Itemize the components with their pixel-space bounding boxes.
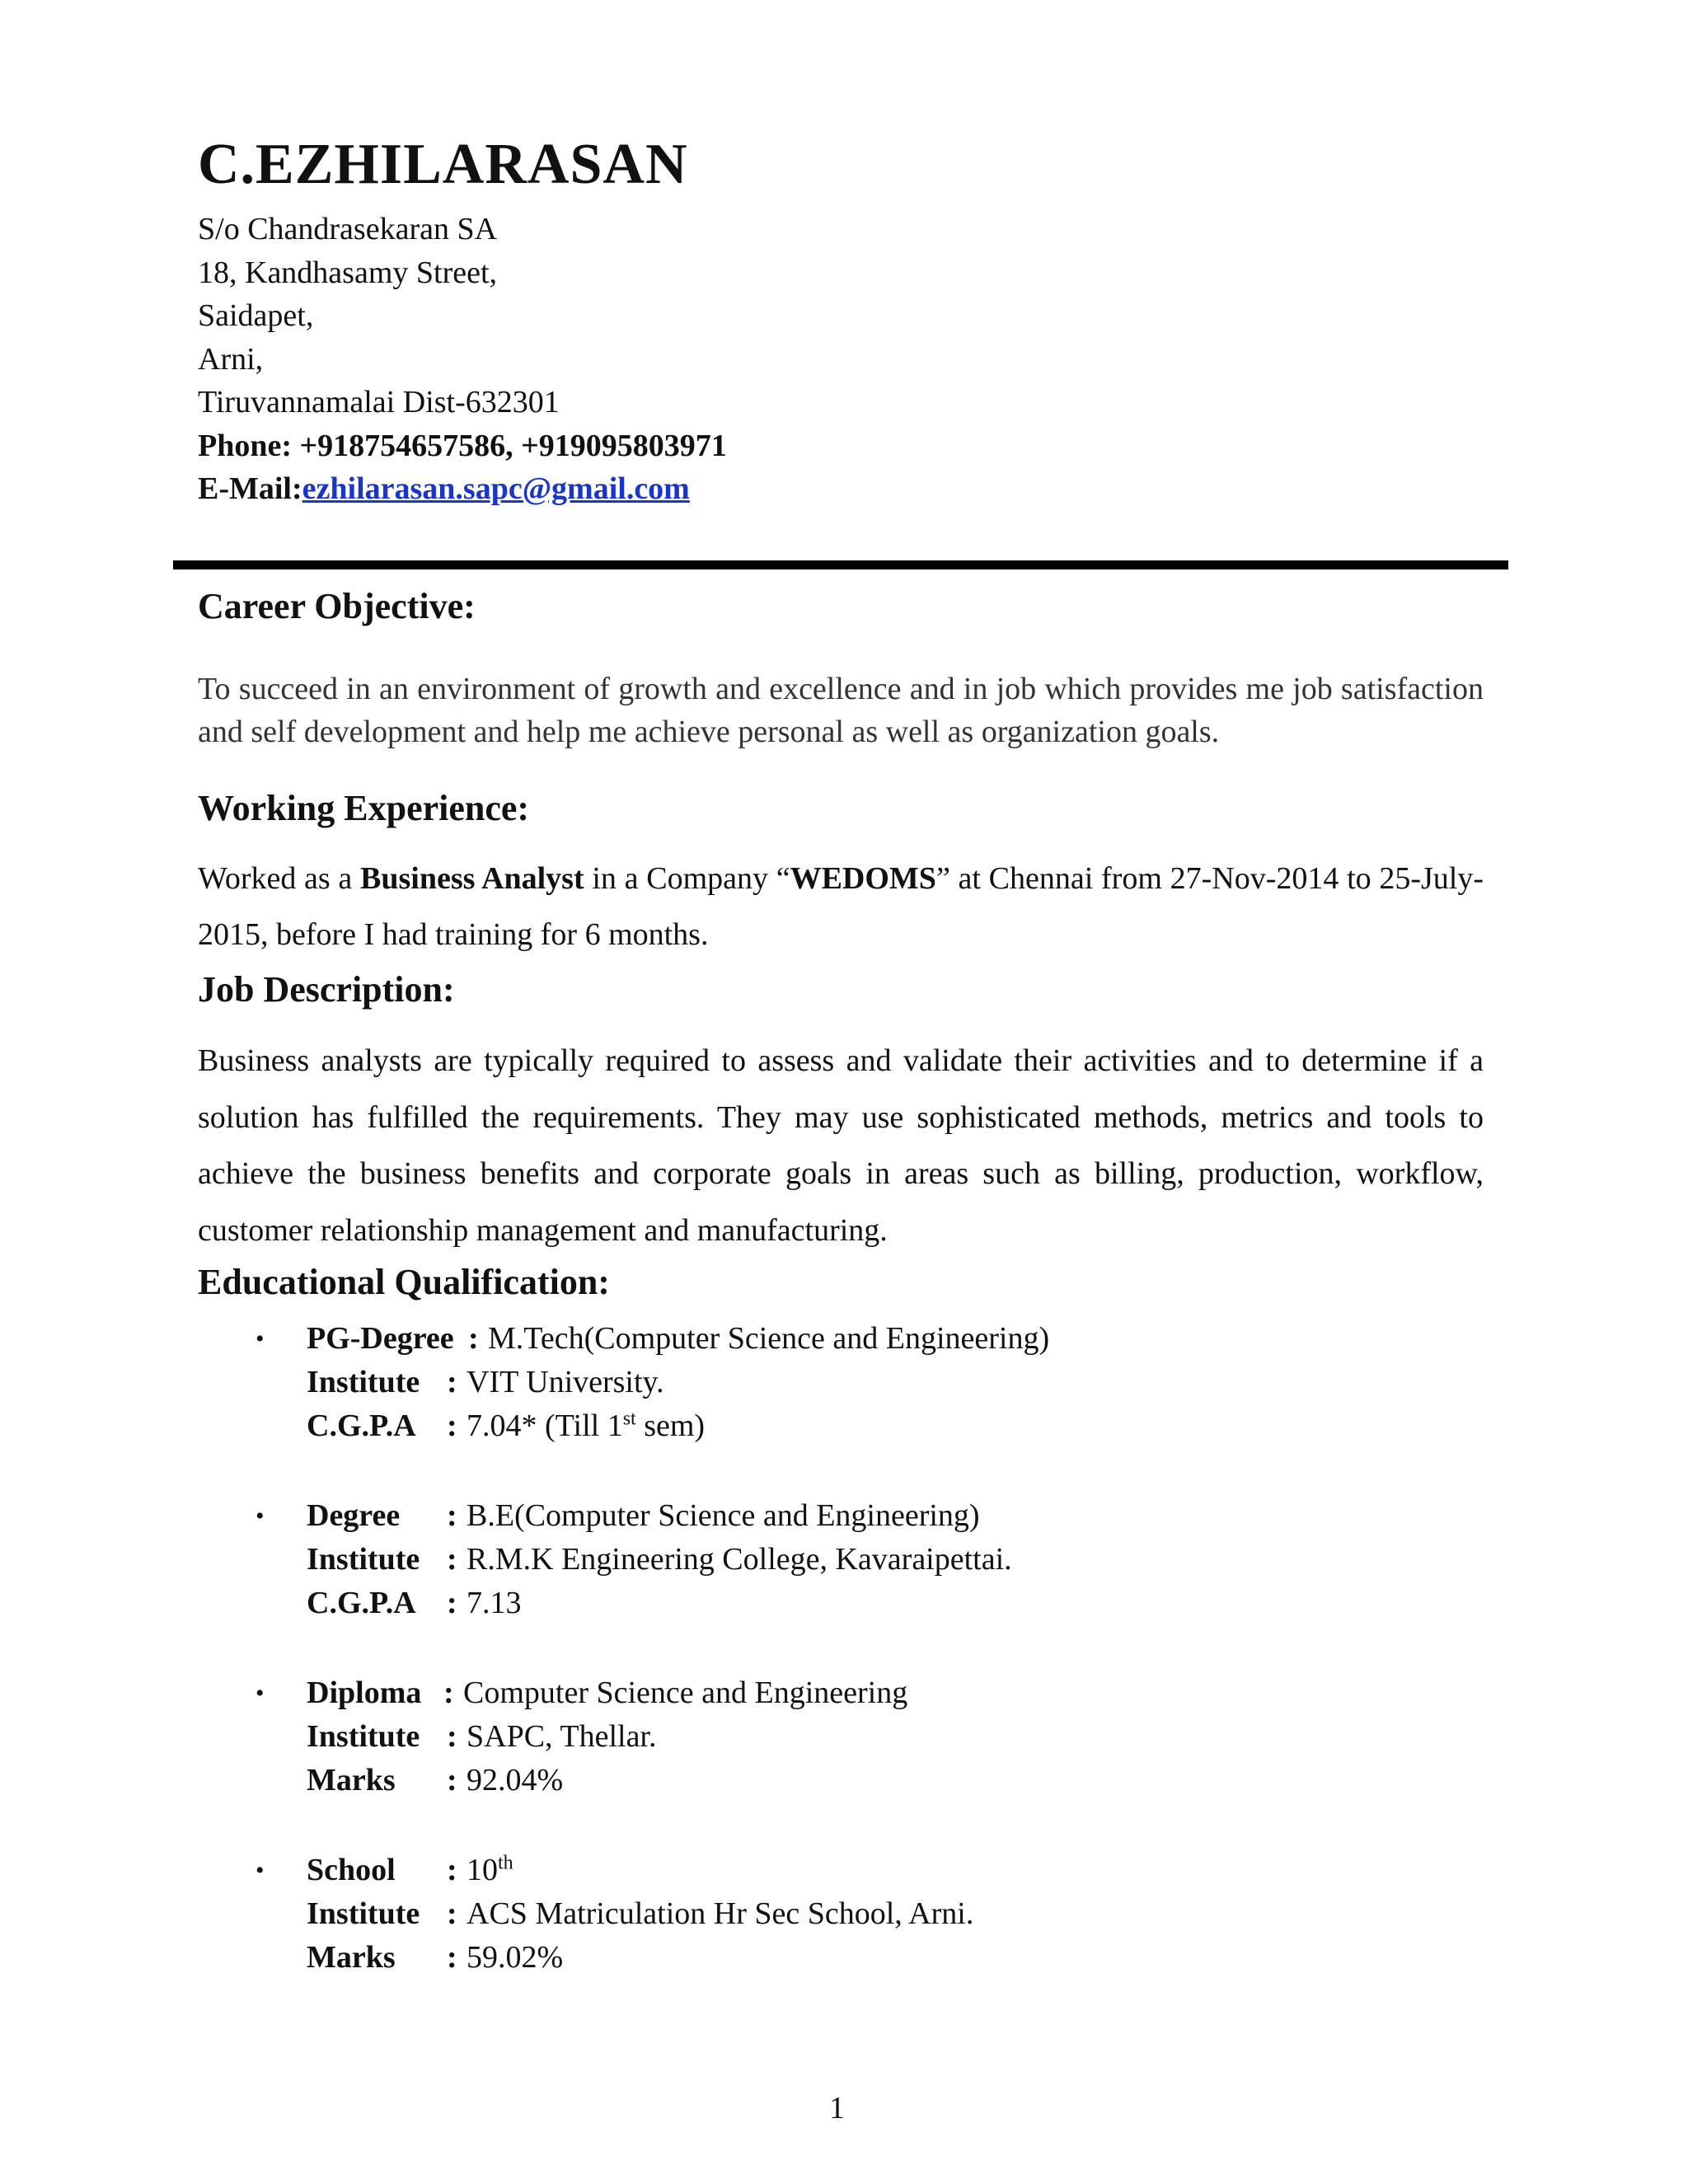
marks-label: Marks (307, 1940, 396, 1975)
colon: : (468, 1321, 479, 1356)
job-role: Business Analyst (360, 861, 584, 896)
colon: : (447, 1498, 457, 1533)
colon: : (447, 1586, 457, 1620)
qualification-label: Degree (307, 1498, 401, 1533)
cgpa-value: 7.13 (467, 1586, 522, 1620)
educational-qualification-heading: Educational Qualification: (198, 1262, 610, 1302)
institute-value: VIT University. (467, 1365, 664, 1399)
company-name: WEDOMS (790, 861, 936, 896)
bullet: • (256, 1680, 265, 1707)
email-line (198, 467, 727, 511)
marks-value: 92.04% (467, 1763, 564, 1797)
header-divider (173, 560, 1508, 569)
contact-block (198, 208, 727, 511)
colon: : (447, 1365, 457, 1399)
marks-value: 59.02% (467, 1940, 564, 1975)
institute-value: SAPC, Thellar. (467, 1719, 657, 1754)
institute-label: Institute (307, 1719, 420, 1754)
working-experience-heading: Working Experience: (198, 788, 530, 828)
email-label: E-Mail: (198, 471, 302, 506)
institute-label: Institute (307, 1542, 420, 1577)
career-objective-text: To succeed in an environment of growth and excellence and in job which provides me job satisfaction and self development and help me achieve personal as well as organization goals. (198, 672, 1484, 749)
experience-text-part: Worked as a (198, 861, 361, 896)
colon: : (447, 1719, 457, 1754)
colon: : (447, 1542, 457, 1577)
qualification-value: Computer Science and Engineering (463, 1675, 908, 1710)
phone-line (198, 424, 727, 468)
colon: : (447, 1853, 457, 1887)
qualification-label: PG-Degree (307, 1321, 454, 1356)
institute-value: R.M.K Engineering College, Kavaraipettai. (467, 1542, 1012, 1577)
address-line: Tiruvannamalai Dist-632301 (198, 385, 560, 419)
job-description-heading: Job Description: (198, 969, 455, 1010)
bullet: • (256, 1502, 265, 1530)
qualification-value: M.Tech(Computer Science and Engineering) (488, 1321, 1050, 1356)
colon: : (447, 1763, 457, 1797)
experience-text-part: in a Company “ (584, 861, 790, 896)
career-objective-heading: Career Objective: (198, 586, 476, 626)
address-line: 18, Kandhasamy Street, (198, 255, 498, 290)
address-line: Saidapet, (198, 298, 314, 333)
colon: : (443, 1675, 454, 1710)
qualification-label: Diploma (307, 1675, 422, 1710)
qualification-value: B.E(Computer Science and Engineering) (467, 1498, 980, 1533)
address-line: S/o Chandrasekaran SA (198, 212, 498, 246)
qualification-label: School (307, 1853, 396, 1887)
qualification-value: 10th (467, 1852, 513, 1887)
phone-value: +918754657586, +919095803971 (299, 428, 727, 463)
cgpa-label: C.G.P.A (307, 1408, 416, 1443)
page-number: 1 (829, 2091, 845, 2125)
colon: : (447, 1896, 457, 1931)
cgpa-value: 7.04* (Till 1st sem) (467, 1408, 706, 1443)
institute-value: ACS Matriculation Hr Sec School, Arni. (467, 1896, 974, 1931)
colon: : (447, 1408, 457, 1443)
job-description-text: Business analysts are typically required to assess and validate their activities and to determine if a solution has fulfilled the requirements. They may use sophisticated methods, metrics and tools to achieve the business benefits and corporate goals in areas such as billing, production, workflow, customer relationship management and manufacturing. (198, 1043, 1484, 1248)
email-link[interactable]: ezhilarasan.sapc@gmail.com (302, 471, 690, 506)
colon: : (447, 1940, 457, 1975)
working-experience-text (198, 851, 1484, 963)
experience-text-part: ” at Chennai from 27-Nov-2014 to 25-July-2015, before I had training for 6 months. (198, 861, 1484, 952)
marks-label: Marks (307, 1763, 396, 1797)
address-line: Arni, (198, 341, 264, 377)
phone-label: Phone: (198, 428, 292, 463)
bullet: • (256, 1325, 265, 1352)
cgpa-label: C.G.P.A (307, 1586, 416, 1620)
candidate-name: C.EZHILARASAN (198, 133, 688, 196)
bullet: • (256, 1857, 265, 1884)
institute-label: Institute (307, 1365, 420, 1399)
institute-label: Institute (307, 1896, 420, 1931)
